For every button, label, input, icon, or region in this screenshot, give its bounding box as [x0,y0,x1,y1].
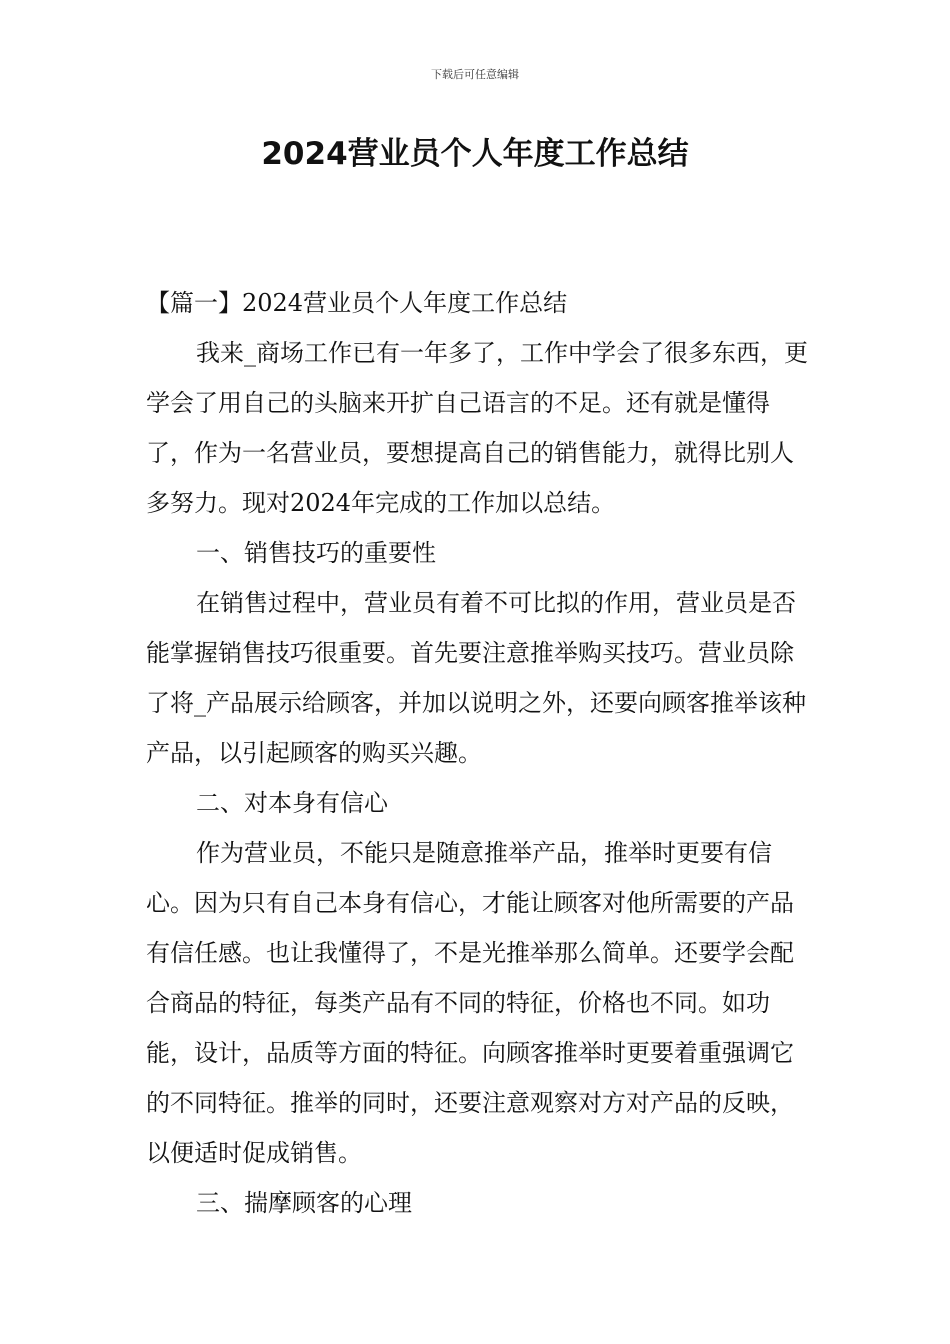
intro-paragraph: 我来_商场工作已有一年多了，工作中学会了很多东西，更学会了用自己的头脑来开扩自己语言的不足。还有就是懂得了，作为一名营业员，要想提高自己的销售能力，就得比别人多努力。现对2024年完成的工作加以总结。 [146,339,808,517]
document-body [146,278,810,1228]
section-paragraph: 作为营业员，不能只是随意推举产品，推举时更要有信心。因为只有自己本身有信心，才能让顾客对他所需要的产品有信任感。也让我懂得了，不是光推举那么简单。还要学会配合商品的特征，每类产品有不同的特征，价格也不同。如功能，设计，品质等方面的特征。向顾客推举时更要着重强调它的不同特征。推举的同时，还要注意观察对方对产品的反映，以便适时促成销售。 [146,839,794,1167]
section-heading: 一、销售技巧的重要性 [196,539,436,567]
section-paragraph: 在销售过程中，营业员有着不可比拟的作用，营业员是否能掌握销售技巧很重要。首先要注意推举购买技巧。营业员除了将_产品展示给顾客，并加以说明之外，还要向顾客推举该种产品，以引起顾客的购买兴趣。 [146,589,806,767]
part-heading: 【篇一】2024营业员个人年度工作总结 [146,289,568,317]
document-title: 2024营业员个人年度工作总结 [261,136,689,172]
header-note: 下载后可任意编辑 [431,68,519,81]
section-heading: 二、对本身有信心 [196,789,388,817]
section-heading: 三、揣摩顾客的心理 [196,1189,412,1217]
